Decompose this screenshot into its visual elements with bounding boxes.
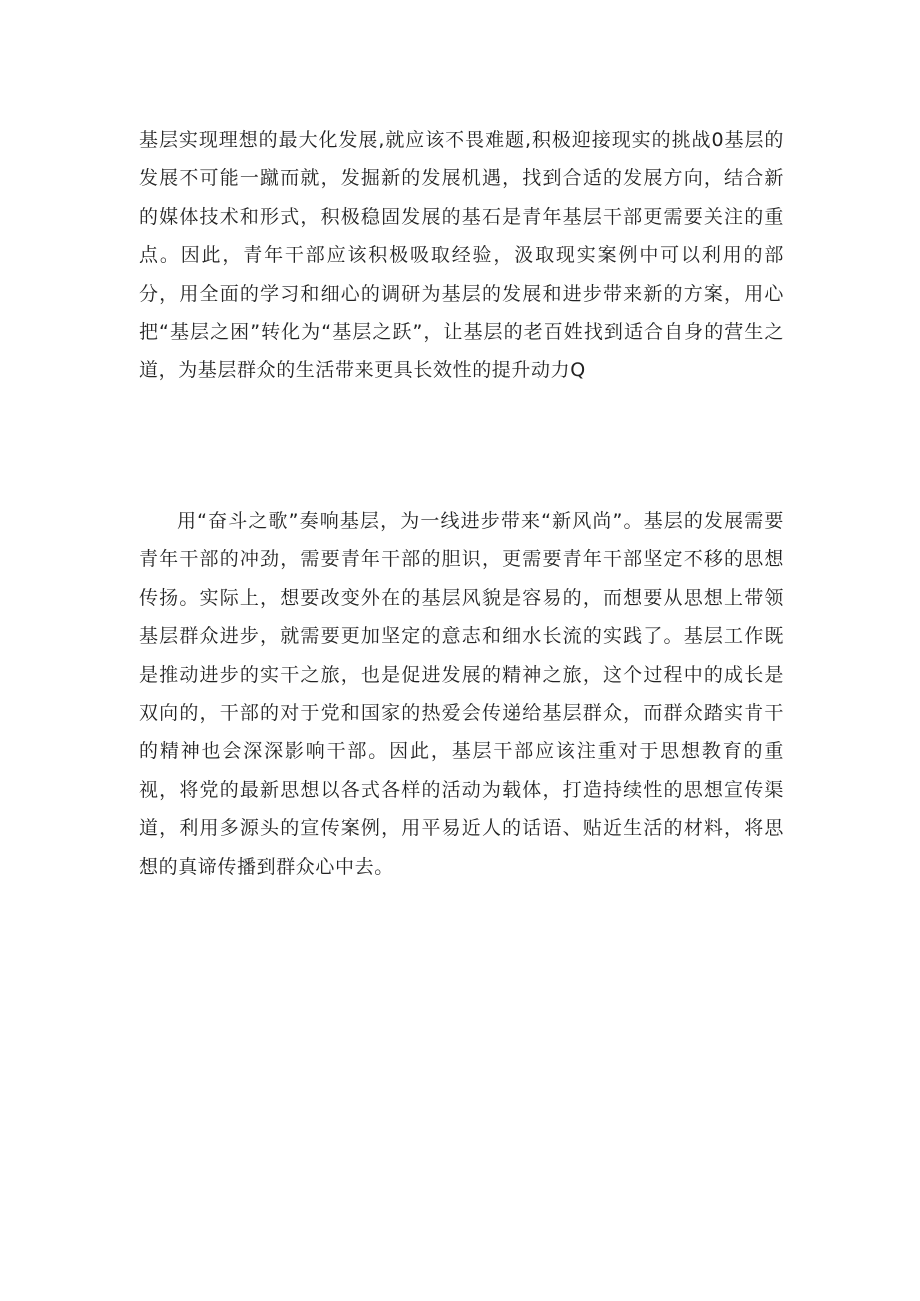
paragraph-2: 用“奋斗之歌”奏响基层，为一线进步带来“新风尚”。基层的发展需要青年干部的冲劲，需要青年干部的胆识，更需要青年干部坚定不移的思想传扬。实际上，想要改变外在的基层风貌是容易的，而想要从思想上带领基层群众进步，就需要更加坚定的意志和细水长流的实践了。基层工作既是推动进步的实干之旅，也是促进发展的精神之旅，这个过程中的成长是双向的，干部的对于党和国家的热爱会传递给基层群众，而群众踏实肯干的精神也会深深影响干部。因此，基层干部应该注重对于思想教育的重视，将党的最新思想以各式各样的活动为载体，打造持续性的思想宣传渠道，利用多源头的宣传案例，用平易近人的话语、贴近生活的材料，将思想的真谛传播到群众心中去。 — [139, 510, 784, 878]
paragraph-1: 基层实现理想的最大化发展,就应该不畏难题,积极迎接现实的挑战0基层的发展不可能一蹴而就，发掘新的发展机遇，找到合适的发展方向，结合新的媒体技术和形式，积极稳固发展的基石是青年基层干部更需要关注的重点。因此，青年干部应该积极吸取经验，汲取现实案例中可以利用的部分，用全面的学习和细心的调研为基层的发展和进步带来新的方案，用心把“基层之困”转化为“基层之跃”，让基层的老百姓找到适合自身的营生之道，为基层群众的生活带来更具长效性的提升动力Q — [139, 129, 784, 382]
